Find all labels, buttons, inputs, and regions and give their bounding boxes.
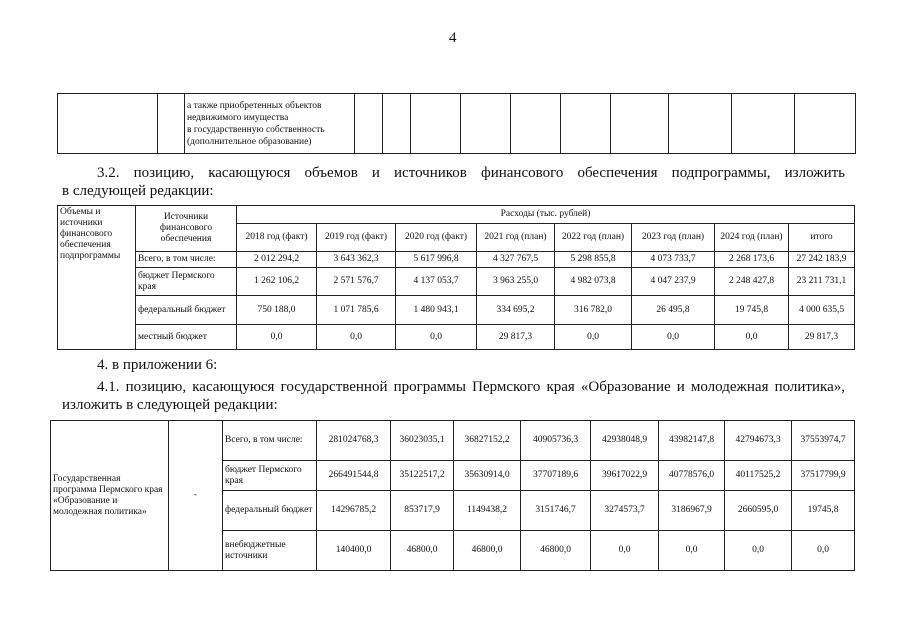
table-cell: 2 248 427,8: [715, 268, 789, 296]
table-cell: 46800,0: [521, 531, 591, 571]
year-header: 2020 год (факт): [396, 224, 477, 252]
table-cell: 0,0: [792, 531, 855, 571]
table-cell: 39617022,9: [591, 461, 659, 491]
state-program-table: [50, 420, 855, 571]
table-cell: 0,0: [237, 325, 317, 350]
year-header: 2022 год (план): [555, 224, 632, 252]
table-cell: 37553974,7: [792, 421, 855, 461]
paragraph-3-2-line2: в следующей редакции:: [62, 183, 214, 199]
row-label: федеральный бюджет: [136, 296, 237, 325]
table-cell: 4 047 237,9: [632, 268, 715, 296]
continuation-cell: [795, 94, 856, 154]
table-cell: 316 782,0: [555, 296, 632, 325]
continuation-cell: [511, 94, 561, 154]
year-header: 2018 год (факт): [237, 224, 317, 252]
table-cell: 4 327 767,5: [477, 252, 555, 268]
table-cell: 3186967,9: [659, 491, 725, 531]
row-label: бюджет Пермского края: [136, 268, 237, 296]
continuation-cell: [383, 94, 411, 154]
continuation-cell: [355, 94, 383, 154]
table-cell: 19745,8: [792, 491, 855, 531]
table-cell: 266491544,8: [317, 461, 391, 491]
table-cell: 2 012 294,2: [237, 252, 317, 268]
table-cell: 281024768,3: [317, 421, 391, 461]
table-cell: 35630914,0: [454, 461, 521, 491]
paragraph-4: 4. в приложении 6:: [97, 357, 218, 373]
table-cell: 4 000 635,5: [789, 296, 855, 325]
table-cell: 43982147,8: [659, 421, 725, 461]
table-cell: 3151746,7: [521, 491, 591, 531]
continuation-cell: [58, 94, 158, 154]
table-cell: 36023035,1: [391, 421, 454, 461]
table-cell: 35122517,2: [391, 461, 454, 491]
sources-header: Источники финансового обеспечения: [136, 206, 237, 252]
table-cell: 37707189,6: [521, 461, 591, 491]
table-cell: 27 242 183,9: [789, 252, 855, 268]
continuation-text-line: (дополнительное образование): [187, 136, 312, 147]
table-cell: 37517799,9: [792, 461, 855, 491]
year-header: 2019 год (факт): [317, 224, 396, 252]
table-cell: 42938048,9: [591, 421, 659, 461]
subprogram-label-cell: Объемы и источники финансового обеспечения подпрограммы: [58, 206, 136, 350]
table-cell: 0,0: [396, 325, 477, 350]
table-cell: 0,0: [725, 531, 792, 571]
continuation-text-cell: [185, 94, 355, 154]
row-label: бюджет Пермского края: [223, 461, 317, 491]
continuation-cell: [461, 94, 511, 154]
year-header: 2023 год (план): [632, 224, 715, 252]
continuation-table: [57, 93, 856, 154]
paragraph-3-2-line1: 3.2. позицию, касающуюся объемов и источников финансового обеспечения подпрограммы, изложить: [97, 165, 845, 181]
table-cell: 140400,0: [317, 531, 391, 571]
continuation-cell: [561, 94, 611, 154]
table-cell: 23 211 731,1: [789, 268, 855, 296]
continuation-cell: [669, 94, 732, 154]
table-cell: 750 188,0: [237, 296, 317, 325]
table-cell: 3 963 255,0: [477, 268, 555, 296]
table-cell: 46800,0: [391, 531, 454, 571]
table-cell: 853717,9: [391, 491, 454, 531]
table-cell: 0,0: [317, 325, 396, 350]
row-label: федеральный бюджет: [223, 491, 317, 531]
row-label: Всего, в том числе:: [136, 252, 237, 268]
year-header: итого: [789, 224, 855, 252]
continuation-cell: [611, 94, 669, 154]
table-cell: 42794673,3: [725, 421, 792, 461]
page-number: 4: [449, 30, 457, 46]
table-cell: 5 617 996,8: [396, 252, 477, 268]
table-cell: 29 817,3: [477, 325, 555, 350]
table-cell: 40905736,3: [521, 421, 591, 461]
table-cell: 36827152,2: [454, 421, 521, 461]
row-label: Всего, в том числе:: [223, 421, 317, 461]
continuation-text-line: а также приобретенных объектов: [187, 100, 322, 111]
paragraph-4-1-line2: изложить в следующей редакции:: [62, 397, 278, 413]
paragraph-4-1-line1: 4.1. позицию, касающуюся государственной программы Пермского края «Образование и молодежная политика»,: [97, 379, 845, 395]
table-cell: 29 817,3: [789, 325, 855, 350]
table-cell: 0,0: [555, 325, 632, 350]
table-cell: 334 695,2: [477, 296, 555, 325]
table-cell: 1 262 106,2: [237, 268, 317, 296]
table-cell: 1 480 943,1: [396, 296, 477, 325]
table-cell: 3 643 362,3: [317, 252, 396, 268]
table-cell: 0,0: [632, 325, 715, 350]
continuation-cell: [158, 94, 185, 154]
continuation-cell: [411, 94, 461, 154]
table-cell: 2 268 173,6: [715, 252, 789, 268]
table-cell: 19 745,8: [715, 296, 789, 325]
continuation-cell: [732, 94, 795, 154]
table-cell: 0,0: [659, 531, 725, 571]
table-cell: 0,0: [715, 325, 789, 350]
table-cell: 40778576,0: [659, 461, 725, 491]
table-cell: 46800,0: [454, 531, 521, 571]
program-label-cell: Государственная программа Пермского края «Образование и молодежная политика»: [51, 421, 169, 571]
program-dash-cell: -: [169, 421, 223, 571]
row-label: местный бюджет: [136, 325, 237, 350]
table-cell: 0,0: [591, 531, 659, 571]
expenses-header: Расходы (тыс. рублей): [237, 206, 855, 224]
table-cell: 2660595,0: [725, 491, 792, 531]
table-cell: 40117525,2: [725, 461, 792, 491]
row-label: внебюджетные источники: [223, 531, 317, 571]
table-cell: 5 298 855,8: [555, 252, 632, 268]
subprogram-financing-table: [57, 205, 855, 350]
table-cell: 4 137 053,7: [396, 268, 477, 296]
table-cell: 1 071 785,6: [317, 296, 396, 325]
table-cell: 1149438,2: [454, 491, 521, 531]
year-header: 2021 год (план): [477, 224, 555, 252]
table-cell: 26 495,8: [632, 296, 715, 325]
table-cell: 3274573,7: [591, 491, 659, 531]
table-cell: 4 073 733,7: [632, 252, 715, 268]
table-cell: 14296785,2: [317, 491, 391, 531]
table-cell: 2 571 576,7: [317, 268, 396, 296]
year-header: 2024 год (план): [715, 224, 789, 252]
continuation-text-line: недвижимого имущества: [187, 112, 289, 123]
table-cell: 4 982 073,8: [555, 268, 632, 296]
continuation-text-line: в государственную собственность: [187, 124, 325, 135]
